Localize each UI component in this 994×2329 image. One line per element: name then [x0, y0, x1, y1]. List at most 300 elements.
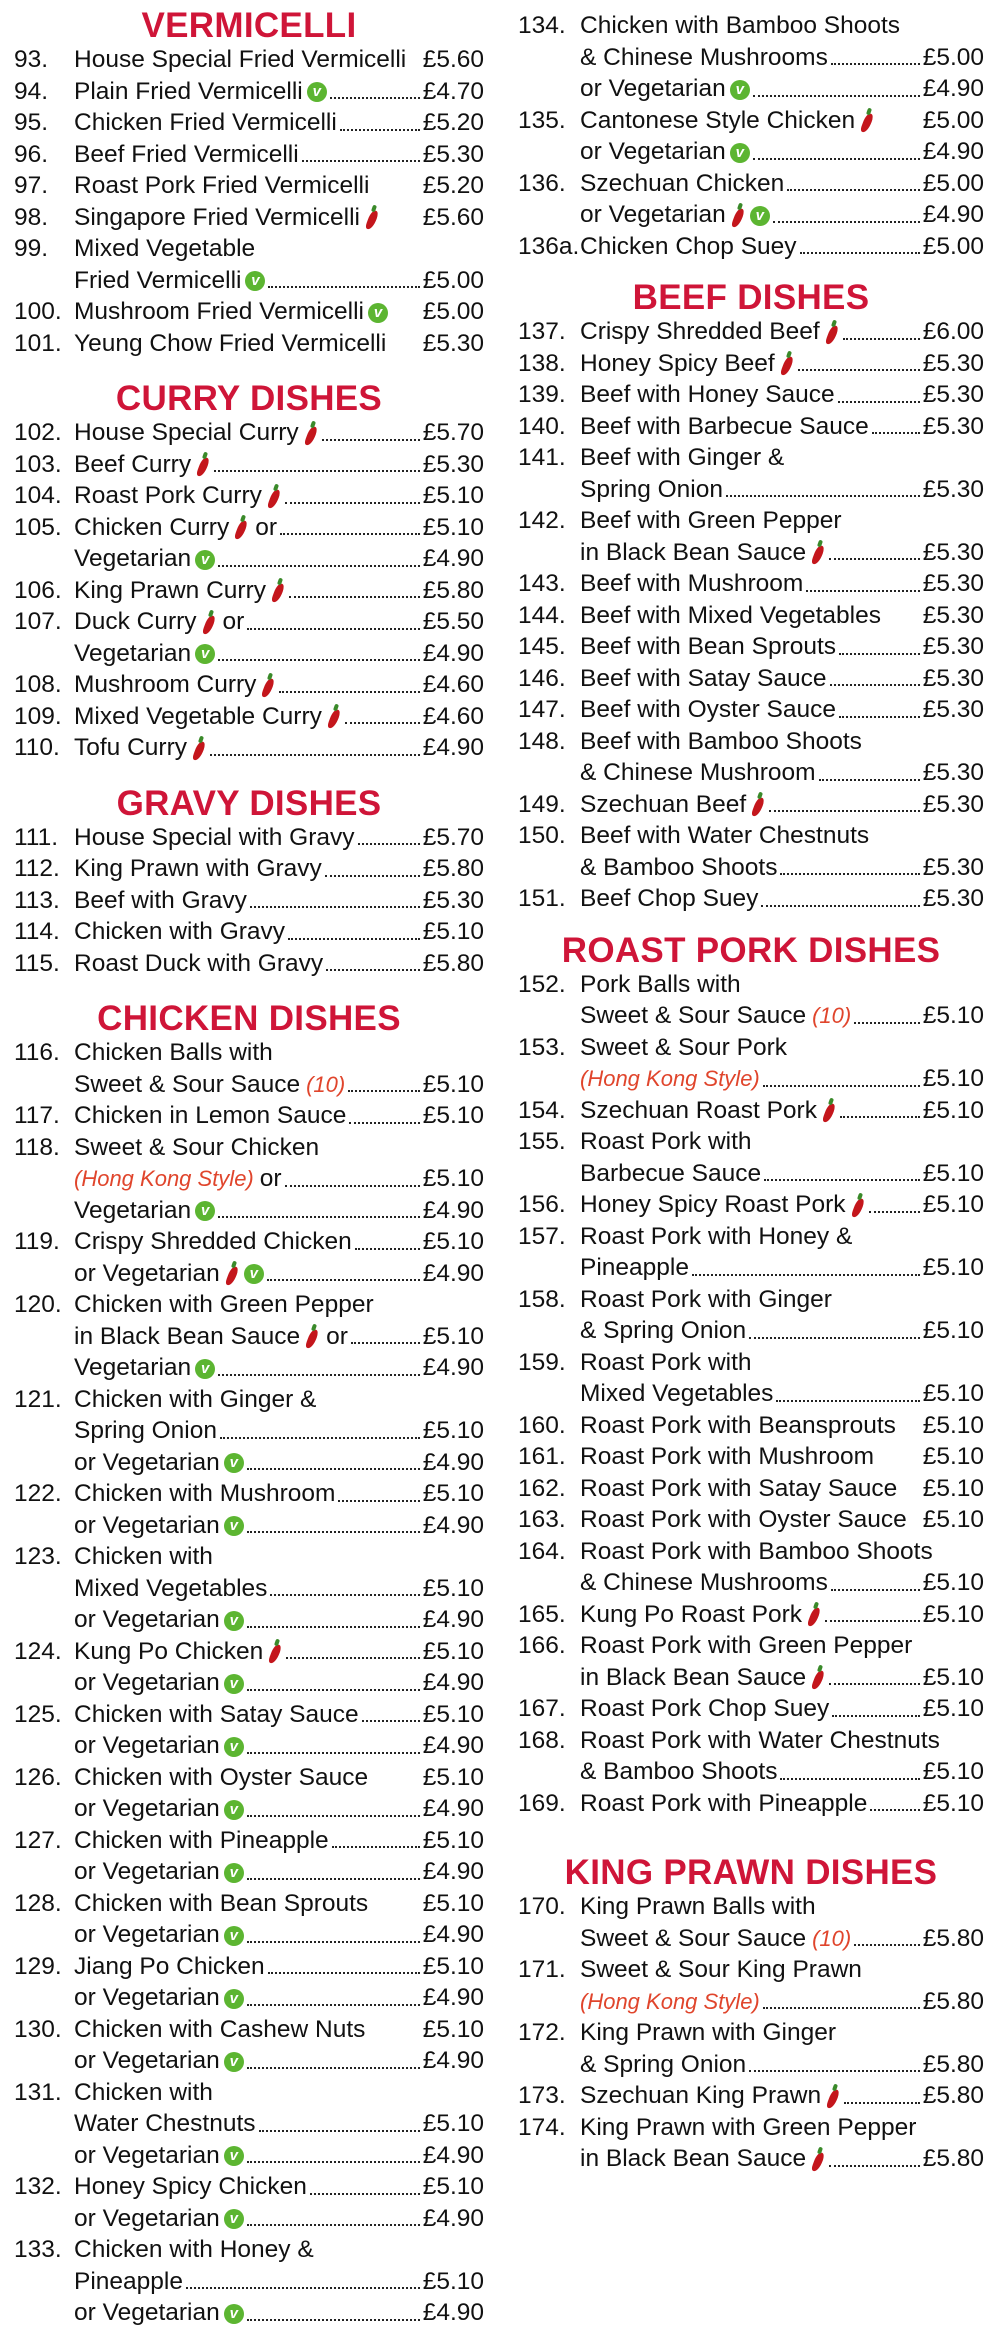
- item-text: [580, 1986, 984, 2018]
- item-name: [580, 2143, 826, 2175]
- item-number: 94.: [14, 77, 49, 105]
- item-name-text: or Vegetarian: [74, 1448, 220, 1476]
- item-number: 112.: [14, 855, 60, 882]
- vegetarian-icon: v: [750, 206, 770, 226]
- dot-leader: [218, 565, 420, 567]
- item-name-text: Honey Spicy Chicken: [74, 2173, 307, 2200]
- item-name-text: Yeung Chow Fried Vermicelli: [74, 329, 387, 357]
- item-text: [580, 663, 984, 695]
- item-text: [580, 1221, 984, 1253]
- menu-item: [14, 1541, 484, 1636]
- menu-item-line: [14, 606, 484, 638]
- dot-leader: [310, 2193, 420, 2195]
- dot-leader: [214, 470, 420, 472]
- item-price: £5.60: [422, 203, 484, 231]
- item-name: [580, 348, 795, 380]
- chili-icon: [806, 1602, 822, 1628]
- item-name-text: Roast Pork with Green Pepper: [580, 1632, 913, 1659]
- menu-item: [14, 170, 484, 202]
- item-note: (Hong Kong Style): [580, 1988, 760, 2014]
- menu-item: [518, 789, 984, 821]
- item-text: [580, 1725, 984, 1757]
- item-text: [580, 2143, 984, 2175]
- menu-item: [14, 575, 484, 607]
- item-number: 110.: [14, 734, 60, 761]
- item-text: [580, 1315, 984, 1347]
- item-name-text: Chicken with Honey &: [74, 2236, 314, 2263]
- item-text: [580, 1630, 984, 1662]
- dot-leader: [348, 1090, 419, 1092]
- item-name: [580, 505, 842, 537]
- item-price: £4.90: [422, 2204, 484, 2232]
- item-text: [580, 631, 984, 663]
- item-name-text: Sweet & Sour King Prawn: [580, 1956, 862, 1983]
- chili-icon: [224, 1261, 240, 1287]
- item-price: £5.00: [922, 232, 984, 260]
- dot-leader: [345, 722, 420, 724]
- item-name-text: or Vegetarian: [74, 1669, 220, 1696]
- item-price: £5.80: [422, 855, 484, 882]
- menu-item-line: [518, 442, 984, 474]
- item-name: [580, 1662, 826, 1694]
- item-price: £5.20: [422, 172, 484, 199]
- menu-item-line: [518, 1252, 984, 1284]
- item-price: £4.60: [422, 702, 484, 730]
- menu-item-line: [14, 233, 484, 265]
- item-name: [580, 1032, 787, 1064]
- item-number: 167.: [518, 1695, 566, 1722]
- item-text: [74, 170, 484, 202]
- menu-item-line: [518, 1032, 984, 1064]
- menu-item-line: [518, 316, 984, 348]
- item-text: [74, 449, 484, 481]
- item-number: 140.: [518, 412, 566, 440]
- dot-leader: [268, 286, 419, 288]
- item-text: [74, 853, 484, 885]
- item-price: £5.10: [922, 1695, 984, 1722]
- item-price: £5.10: [422, 1228, 484, 1255]
- item-text: [74, 822, 484, 854]
- dot-leader: [218, 1374, 420, 1376]
- item-text: [580, 1504, 984, 1536]
- item-name: [580, 1473, 897, 1505]
- item-name-text: Spring Onion: [74, 1417, 218, 1444]
- vegetarian-icon: v: [224, 1800, 244, 1820]
- dot-leader: [247, 2224, 420, 2226]
- menu-item-line: [14, 480, 484, 512]
- menu-item-line: [14, 76, 484, 108]
- chili-icon: [810, 540, 826, 566]
- dot-leader: [247, 2319, 420, 2321]
- dot-leader: [829, 1683, 920, 1685]
- item-name-text: Roast Pork Chop Suey: [580, 1695, 830, 1722]
- item-name-text: Beef with Mushroom: [580, 570, 804, 597]
- item-text: [74, 2045, 484, 2077]
- menu-item: [14, 76, 484, 108]
- item-name: [74, 853, 322, 885]
- item-price: £4.90: [422, 545, 484, 572]
- item-text: [74, 2297, 484, 2329]
- menu-item-line: [518, 1923, 984, 1955]
- item-text: [74, 1132, 484, 1164]
- menu-right-column: [518, 10, 984, 2175]
- dot-leader: [355, 1248, 420, 1250]
- item-name-text: Chicken with Bamboo Shoots: [580, 12, 901, 39]
- menu-item: [14, 44, 484, 76]
- item-price: £5.10: [422, 1102, 484, 1129]
- menu-item: [518, 1725, 984, 1788]
- vegetarian-icon: v: [307, 82, 327, 102]
- item-name: [580, 1567, 828, 1599]
- item-price: £4.90: [422, 1606, 484, 1633]
- item-name: [580, 1000, 851, 1032]
- item-name: [580, 2017, 836, 2049]
- item-number: 144.: [518, 601, 566, 629]
- menu-item-line: [518, 10, 984, 42]
- item-price: £5.30: [922, 633, 984, 660]
- menu-item-line: [14, 417, 484, 449]
- item-number: 98.: [14, 203, 49, 231]
- dot-leader: [839, 716, 920, 718]
- item-name: [74, 107, 337, 139]
- menu-item-line: [518, 1599, 984, 1631]
- dot-leader: [843, 338, 920, 340]
- menu-item-line: [14, 1163, 484, 1195]
- item-number: 148.: [518, 727, 566, 755]
- section-title: ROAST PORK DISHES: [561, 930, 941, 970]
- menu-item: [518, 442, 984, 505]
- item-text: [580, 757, 984, 789]
- menu-section: [14, 381, 484, 764]
- dot-leader: [186, 2287, 420, 2289]
- item-name-text: King Prawn Curry: [74, 576, 266, 604]
- menu-item-line: [14, 512, 484, 544]
- item-price: £5.80: [422, 949, 484, 977]
- item-price: £5.30: [922, 412, 984, 440]
- item-name-text: or Vegetarian: [74, 1732, 220, 1759]
- vegetarian-icon: v: [245, 271, 265, 291]
- item-name-text: Roast Pork Curry: [74, 482, 262, 509]
- item-name-text: Beef with Bamboo Shoots: [580, 727, 862, 755]
- dot-leader: [286, 1657, 419, 1659]
- dot-leader: [351, 1342, 420, 1344]
- section-title: BEEF DISHES: [632, 278, 870, 317]
- item-text: [580, 1891, 984, 1923]
- menu-item-line: [518, 505, 984, 537]
- menu-item-line: [518, 1000, 984, 1032]
- item-price: £5.30: [422, 140, 484, 168]
- item-text: [74, 233, 484, 265]
- menu-item: [518, 1032, 984, 1095]
- item-text: [74, 1226, 484, 1258]
- dot-leader: [753, 158, 920, 160]
- item-number: 130.: [14, 2015, 62, 2043]
- menu-item: [518, 168, 984, 231]
- menu-item: [14, 512, 484, 575]
- item-name: [74, 1352, 215, 1384]
- item-name: [580, 757, 816, 789]
- menu-section: [14, 783, 484, 980]
- item-price: £5.10: [422, 1165, 484, 1192]
- menu-item-line: [518, 1095, 984, 1127]
- item-number: 146.: [518, 664, 566, 692]
- item-name-text: or Vegetarian: [74, 2141, 220, 2169]
- item-name: [580, 726, 862, 758]
- item-price: £5.10: [922, 1380, 984, 1407]
- item-text: [74, 1604, 484, 1636]
- menu-item: [518, 568, 984, 600]
- item-name-text: Roast Pork Fried Vermicelli: [74, 172, 370, 199]
- item-suffix: or: [222, 608, 245, 635]
- dot-leader: [869, 1211, 920, 1213]
- menu-item-line: [14, 1415, 484, 1447]
- menu-item: [518, 1504, 984, 1536]
- item-number: 134.: [518, 12, 566, 39]
- menu-item-line: [14, 948, 484, 980]
- item-name: [580, 1315, 746, 1347]
- menu-item: [14, 1888, 484, 1951]
- item-name: [74, 1856, 244, 1888]
- menu-item-line: [518, 1756, 984, 1788]
- menu-item-line: [14, 139, 484, 171]
- menu-item-line: [518, 694, 984, 726]
- menu-item: [14, 1132, 484, 1227]
- vegetarian-icon: v: [195, 1359, 215, 1379]
- item-text: [580, 1536, 984, 1568]
- item-name: [74, 1384, 316, 1416]
- menu-item-line: [14, 2266, 484, 2298]
- item-price: £5.10: [422, 513, 484, 541]
- item-price: £5.30: [922, 853, 984, 881]
- item-price: £5.10: [922, 1758, 984, 1785]
- menu-left-column: [14, 8, 484, 2329]
- item-name: [74, 265, 265, 297]
- menu-item: [518, 1473, 984, 1505]
- dot-leader: [259, 2130, 420, 2132]
- menu-item-line: [14, 2297, 484, 2329]
- dot-leader: [247, 2161, 420, 2163]
- item-text: [580, 1473, 984, 1505]
- item-name: [580, 474, 723, 506]
- menu-item: [518, 1347, 984, 1410]
- item-price: £5.30: [922, 601, 984, 629]
- item-text: [580, 442, 984, 474]
- item-name-text: Roast Pork with Beansprouts: [580, 1411, 896, 1439]
- item-price: £5.30: [922, 664, 984, 692]
- item-number: 136.: [518, 169, 566, 197]
- item-text: [74, 1982, 484, 2014]
- item-name-text: Szechuan Chicken: [580, 169, 785, 197]
- item-text: [74, 2014, 484, 2046]
- item-name: [580, 1756, 777, 1788]
- menu-item: [14, 449, 484, 481]
- item-name-text: & Bamboo Shoots: [580, 853, 778, 881]
- item-price: £4.90: [422, 1858, 484, 1885]
- item-name-text: Mushroom Fried Vermicelli: [74, 298, 364, 325]
- item-name: [74, 669, 276, 701]
- item-text: [580, 537, 984, 569]
- menu-section: [14, 1001, 484, 2329]
- menu-item: [14, 2014, 484, 2077]
- item-text: [74, 1951, 484, 1983]
- menu-item-line: [14, 296, 484, 328]
- item-name-text: or Vegetarian: [580, 75, 726, 102]
- menu-item: [14, 139, 484, 171]
- item-number: 113.: [14, 886, 60, 914]
- item-text: [74, 2171, 484, 2203]
- item-number: 161.: [518, 1443, 566, 1470]
- item-text: [74, 1636, 484, 1668]
- item-number: 147.: [518, 696, 566, 723]
- item-name-text: House Special Curry: [74, 419, 299, 446]
- item-name: [74, 2045, 244, 2077]
- item-name-text: Chicken with Cashew Nuts: [74, 2015, 366, 2043]
- item-price: £5.70: [422, 419, 484, 446]
- item-text: [74, 107, 484, 139]
- item-name: [74, 1195, 215, 1227]
- menu-item-line: [14, 107, 484, 139]
- item-name: [580, 1284, 832, 1316]
- menu-item-line: [14, 1510, 484, 1542]
- item-number: 139.: [518, 381, 566, 408]
- item-name-text: Fried Vermicelli: [74, 266, 242, 294]
- item-name-text: Szechuan King Prawn: [580, 2082, 822, 2109]
- vegetarian-icon: v: [244, 1264, 264, 1284]
- dot-leader: [787, 189, 919, 191]
- menu-item: [518, 1954, 984, 2017]
- item-price: £5.10: [422, 482, 484, 509]
- item-text: [74, 480, 484, 512]
- item-name: [74, 1951, 265, 1983]
- menu-item-line: [14, 1699, 484, 1731]
- item-price: £5.10: [422, 1763, 484, 1791]
- menu-item: [14, 1289, 484, 1384]
- item-text: [74, 1793, 484, 1825]
- menu-item: [14, 1100, 484, 1132]
- menu-item-line: [14, 885, 484, 917]
- item-number: 137.: [518, 318, 566, 345]
- item-price: £4.70: [422, 77, 484, 105]
- item-name: [74, 575, 286, 607]
- item-name: [580, 600, 881, 632]
- section-title: CURRY DISHES: [115, 379, 383, 418]
- item-text: [580, 1189, 984, 1221]
- item-price: £5.30: [422, 329, 484, 357]
- dot-leader: [854, 1022, 919, 1024]
- menu-item-line: [518, 2143, 984, 2175]
- item-name-text: Vegetarian: [74, 545, 192, 572]
- item-text: [74, 1163, 484, 1195]
- dot-leader: [247, 628, 419, 630]
- item-text: [580, 199, 984, 231]
- vegetarian-icon: v: [195, 550, 215, 570]
- menu-item: [14, 328, 484, 360]
- vegetarian-icon: v: [224, 1453, 244, 1473]
- item-name-text: or Vegetarian: [74, 1858, 220, 1885]
- item-text: [74, 916, 484, 948]
- item-name: [74, 1100, 346, 1132]
- item-name: [580, 2080, 841, 2112]
- item-name: [74, 732, 207, 764]
- item-name: [74, 1667, 244, 1699]
- vegetarian-icon: v: [224, 1674, 244, 1694]
- item-text: [74, 1825, 484, 1857]
- item-name-text: Water Chestnuts: [74, 2110, 256, 2137]
- item-number: 111.: [14, 823, 59, 851]
- chili-icon: [825, 2084, 841, 2110]
- item-text: [74, 202, 484, 234]
- item-name-text: King Prawn with Gravy: [74, 855, 322, 882]
- item-text: [74, 669, 484, 701]
- item-price: £5.10: [922, 1411, 984, 1439]
- item-number: 171.: [518, 1956, 566, 1983]
- item-price: £5.60: [422, 46, 484, 73]
- item-price: £5.10: [922, 1600, 984, 1628]
- item-number: 155.: [518, 1128, 566, 1155]
- menu-item-line: [14, 1195, 484, 1227]
- item-price: £4.90: [422, 1795, 484, 1822]
- vegetarian-icon: v: [224, 1611, 244, 1631]
- menu-item-line: [14, 1132, 484, 1164]
- menu-item: [518, 1126, 984, 1189]
- item-note: (10): [306, 1071, 346, 1097]
- item-price: £5.10: [922, 1506, 984, 1533]
- section-title: VERMICELLI: [141, 6, 357, 45]
- item-price: £4.90: [922, 138, 984, 165]
- vegetarian-icon: v: [224, 2052, 244, 2072]
- item-name: [580, 1189, 866, 1221]
- item-price: £5.10: [922, 1065, 984, 1092]
- item-name: [580, 105, 875, 137]
- menu-item: [518, 231, 984, 263]
- item-name-text: Honey Spicy Roast Pork: [580, 1191, 846, 1218]
- item-name: [74, 1478, 335, 1510]
- item-price: £4.90: [922, 75, 984, 102]
- item-text: [580, 789, 984, 821]
- item-name: [580, 1504, 907, 1536]
- menu-item: [14, 1636, 484, 1699]
- item-price: £5.30: [922, 759, 984, 786]
- menu-item: [518, 348, 984, 380]
- item-name: [74, 1132, 319, 1164]
- item-text: [580, 1032, 984, 1064]
- item-name: [74, 1636, 283, 1668]
- item-name-text: Sweet & Sour Sauce: [580, 1002, 807, 1029]
- item-name: [580, 1252, 689, 1284]
- item-text: [580, 1000, 984, 1032]
- item-price: £5.30: [922, 475, 984, 503]
- menu-item-line: [14, 449, 484, 481]
- item-name: [580, 1693, 829, 1725]
- item-name: [580, 537, 826, 569]
- item-name: [74, 1541, 213, 1573]
- menu-item: [14, 853, 484, 885]
- item-text: [74, 1415, 484, 1447]
- item-name: [74, 916, 285, 948]
- item-name-text: Szechuan Beef: [580, 790, 747, 818]
- item-name: [580, 168, 784, 200]
- item-price: £5.70: [422, 823, 484, 851]
- item-name-text: or Vegetarian: [74, 1259, 220, 1287]
- dot-leader: [289, 596, 420, 598]
- item-number: 99.: [14, 235, 49, 262]
- item-number: 138.: [518, 349, 566, 377]
- chili-icon: [364, 205, 380, 231]
- item-number: 119.: [14, 1228, 60, 1255]
- menu-item-line: [518, 379, 984, 411]
- item-price: £5.80: [922, 2145, 984, 2172]
- dot-leader: [806, 590, 919, 592]
